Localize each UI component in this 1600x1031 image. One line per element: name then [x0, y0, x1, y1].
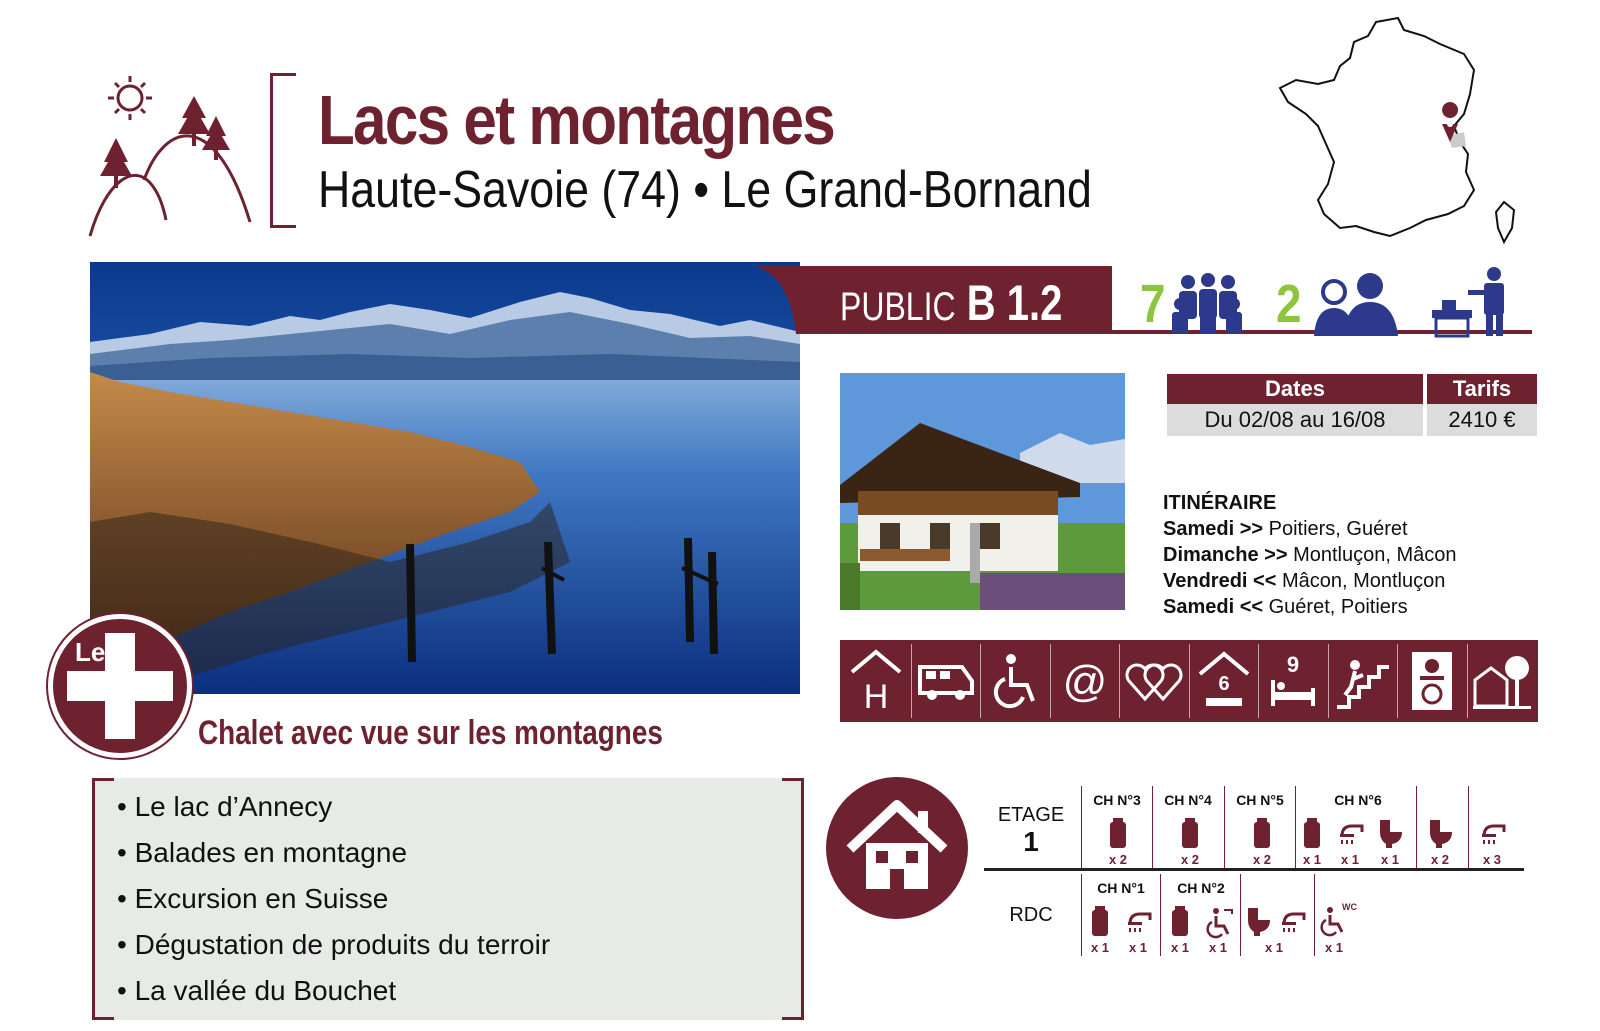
participants-count: 7	[1140, 274, 1166, 334]
svg-text:@: @	[1062, 657, 1108, 706]
divider	[1152, 786, 1153, 868]
quantity: x 1	[1208, 940, 1228, 955]
itinerary-line: Dimanche >> Montluçon, Mâcon	[1163, 544, 1457, 566]
accessible-wc-icon	[1320, 900, 1357, 936]
house-badge	[826, 777, 968, 919]
dates-tarifs-table	[1163, 374, 1541, 436]
stairs-icon	[1328, 644, 1398, 718]
itinerary	[1163, 490, 1457, 620]
bed-icon	[1252, 818, 1272, 850]
house-beds-icon	[1189, 644, 1259, 718]
chalet-photo	[840, 373, 1125, 610]
accessible-shower-icon	[1206, 906, 1234, 938]
quantity: x 2	[1252, 852, 1272, 867]
list-item: • Le lac d’Annecy	[117, 784, 801, 830]
divider	[1160, 874, 1161, 956]
quantity: x 1	[1128, 940, 1148, 955]
quantity: x 1	[1090, 940, 1110, 955]
amenities-bar	[840, 640, 1538, 722]
svg-text:9: 9	[1287, 652, 1300, 677]
reception-desk-icon	[1428, 266, 1520, 338]
group-icon	[1168, 272, 1248, 336]
tarifs-header: Tarifs	[1427, 374, 1537, 404]
quantity: x 2	[1430, 852, 1450, 867]
itinerary-title: ITINÉRAIRE	[1163, 492, 1277, 514]
itinerary-line: Samedi >> Poitiers, Guéret	[1163, 518, 1408, 540]
divider	[1416, 786, 1417, 868]
room-label: CH N°2	[1177, 880, 1225, 896]
bedroom-icon	[1258, 644, 1328, 718]
wheelchair-icon	[980, 644, 1050, 718]
room-label: CH N°1	[1097, 880, 1145, 896]
staff-count: 2	[1276, 274, 1302, 334]
itinerary-line: Vendredi << Mâcon, Montluçon	[1163, 570, 1446, 592]
shower-icon	[1480, 822, 1506, 848]
list-item: • Balades en montagne	[117, 830, 801, 876]
plus-caption: Chalet avec vue sur les montagnes	[198, 714, 663, 752]
list-item: • La vallée du Bouchet	[117, 968, 801, 1014]
etage-label: ETAGE	[997, 804, 1065, 826]
svg-text:6: 6	[1218, 673, 1230, 695]
shower-icon	[1126, 910, 1152, 936]
shower-icon	[1280, 910, 1306, 936]
page-subtitle: Haute-Savoie (74) • Le Grand-Bornand	[318, 161, 1092, 219]
garden-icon	[1467, 644, 1537, 718]
room-label: CH N°5	[1236, 792, 1284, 808]
divider	[1224, 786, 1225, 868]
quantity: x 1	[1324, 940, 1344, 955]
room-label: CH N°3	[1093, 792, 1141, 808]
svg-text:H: H	[863, 678, 889, 716]
at-icon	[1050, 644, 1120, 718]
bed-icon	[1170, 906, 1190, 938]
quantity: x 2	[1108, 852, 1128, 867]
rdc-label: RDC	[1009, 904, 1053, 926]
highlights-box	[92, 778, 804, 1020]
hearts-icon	[1119, 644, 1189, 718]
dates-header: Dates	[1167, 374, 1423, 404]
divider	[1240, 874, 1241, 956]
etage-number: 1	[1023, 826, 1039, 857]
lake-photo	[90, 262, 800, 694]
svg-text:WC: WC	[1342, 902, 1357, 912]
itinerary-line: Samedi << Guéret, Poitiers	[1163, 596, 1408, 618]
highlights-list	[95, 778, 801, 1014]
van-icon	[911, 644, 981, 718]
list-item: • Dégustation de produits du terroir	[117, 922, 801, 968]
bed-icon	[1180, 818, 1200, 850]
hotel-icon	[842, 644, 911, 718]
tarifs-value: 2410 €	[1427, 404, 1537, 436]
le-text: Le	[75, 637, 106, 667]
divider	[1314, 874, 1315, 956]
divider	[1468, 786, 1469, 868]
bed-icon	[1090, 906, 1110, 938]
dates-value: Du 02/08 au 16/08	[1167, 404, 1423, 436]
divider	[1081, 786, 1082, 868]
staff-icon	[1308, 270, 1402, 336]
quantity: x 1	[1170, 940, 1190, 955]
quantity: x 3	[1482, 852, 1502, 867]
le-plus-badge	[48, 614, 192, 758]
quantity: x 1	[1380, 852, 1400, 867]
toilet-icon	[1246, 906, 1272, 936]
room-label: CH N°4	[1164, 792, 1212, 808]
quantity: x 1	[1302, 852, 1322, 867]
shower-icon	[1338, 822, 1364, 848]
floor-divider	[984, 868, 1524, 871]
public-level: PUBLIC B 1.2	[840, 275, 1063, 331]
header-bracket	[270, 73, 296, 228]
page-title: Lacs et montagnes	[318, 81, 835, 159]
mountains-sun-logo	[86, 70, 256, 240]
bed-icon	[1302, 818, 1322, 850]
quantity: x 1	[1340, 852, 1360, 867]
toilet-icon	[1378, 818, 1404, 848]
france-map	[1278, 14, 1548, 254]
quantity: x 2	[1180, 852, 1200, 867]
quantity: x 1	[1264, 940, 1284, 955]
room-label: CH N°6	[1334, 792, 1382, 808]
list-item: • Excursion en Suisse	[117, 876, 801, 922]
divider	[1081, 874, 1082, 956]
toilet-icon	[1428, 818, 1454, 848]
bed-icon	[1108, 818, 1128, 850]
passport-icon	[1397, 644, 1467, 718]
